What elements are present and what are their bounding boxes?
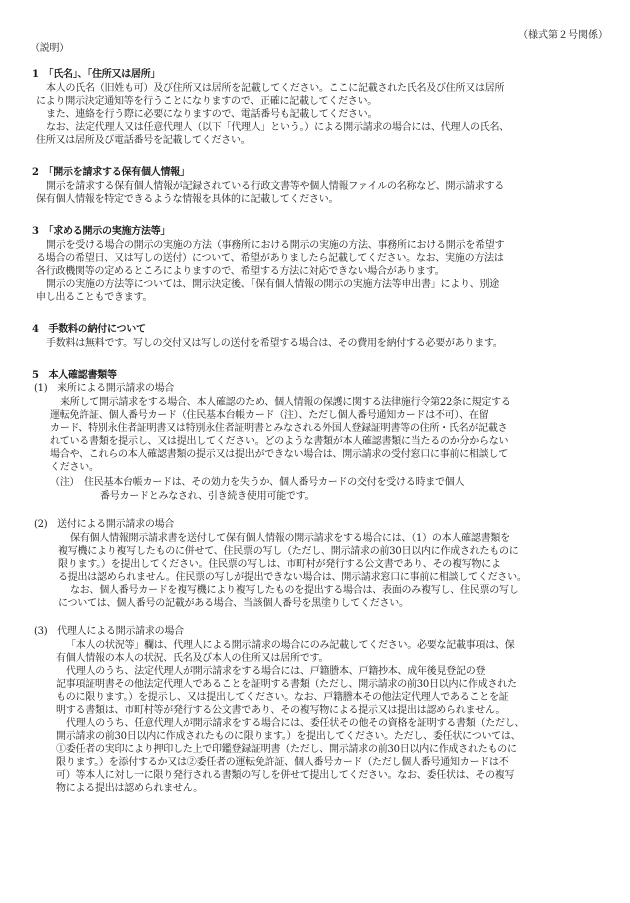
- form-number-label: （様式第２号関係）: [518, 30, 608, 41]
- section-1-heading: 1 「氏名」、「住所又は居所」: [32, 69, 161, 80]
- section-3-text: る場合の希望日、又は写しの送付）について、希望がありましたら記載してください。なお、実施の方法は: [36, 253, 504, 264]
- subsection-1-text: 来所して開示請求をする場合、本人確認のため、個人情報の保護に関する法律施行令第22条に規定する: [60, 397, 511, 408]
- subsection-3-text: 限ります。）を添付するか又は②委任者の運転免許証、個人番号カード（ただし個人番号通知カードは不: [56, 757, 509, 768]
- section-1-text: なお、法定代理人又は任意代理人（以下「代理人」という。）による開示請求の場合には、代理人の氏名、: [46, 122, 509, 133]
- subsection-3-text: 代理人のうち、任意代理人が開示請求をする場合には、委任状その他その資格を証明する書類（ただし、: [66, 718, 525, 729]
- subsection-3-text: 「本人の状況等」欄は、代理人による開示請求の場合にのみ記載してください。必要な記載事項は、保: [66, 640, 515, 651]
- subsection-1-note: （注） 住民基本台帳カードは、その効力を失うか、個人番号カードの交付を受ける時まで個人: [50, 477, 465, 488]
- subsection-1-text: ください。: [50, 462, 99, 473]
- section-2-heading: 2 「開示を請求する保有個人情報」: [32, 167, 190, 178]
- subsection-3-text: 代理人のうち、法定代理人が開示請求をする場合には、戸籍謄本、戸籍抄本、成年後見登記の登: [66, 666, 486, 677]
- subsection-3-text: 物による提出は認められません。: [56, 783, 203, 794]
- section-2-text: 開示を請求する保有個人情報が記録されている行政文書等や個人情報ファイルの名称など、開示請求する: [46, 181, 505, 192]
- subsection-3-text: 有個人情報の本人の状況、氏名及び本人の住所又は居所です。: [56, 653, 329, 664]
- section-4-text: 手数料は無料です。写しの交付又は写しの送付を希望する場合は、その費用を納付する必要があります。: [46, 338, 503, 349]
- subsection-1-text: れている書類を提示し、又は提出してください。どのような書類が本人確認書類に当たるのか分からない: [50, 436, 509, 447]
- section-1-text: 本人の氏名（旧姓も可）及び住所又は居所を記載してください。ここに記載された氏名及び住所又は居所: [46, 83, 505, 94]
- subsection-1-text: 運転免許証、個人番号カード（住民基本台帳カード（注）、ただし個人番号通知カードは不可）、在留: [50, 410, 489, 421]
- subsection-2-text: る提出は認められません。住民票の写しが提出できない場合は、開示請求窓口に事前に相談してください。: [58, 572, 527, 583]
- section-4-heading: 4 手数料の納付について: [32, 324, 146, 335]
- subsection-1-note: 番号カードとみなされ、引き続き使用可能です。: [100, 491, 315, 502]
- subsection-3-text: ①委任者の実印により押印した上で印鑑登録証明書（ただし、開示請求の前30日以内に作成されたものに: [56, 744, 517, 755]
- section-3-text: 開示を受ける場合の開示の実施の方法（事務所における開示の実施の方法、事務所における開示を希望す: [46, 240, 505, 251]
- subsection-1-text: 場合や、これらの本人確認書類の提示又は提出ができない場合は、開示請求の受付窓口に事前に相談して: [50, 449, 509, 460]
- section-3-text: 各行政機関等の定めるところによりますので、希望する方法に対応できない場合があります。: [36, 266, 445, 277]
- subsection-2-text: については、個人番号の記載がある場合、当該個人番号を黒塗りしてください。: [58, 598, 409, 609]
- section-5-heading: 5 本人確認書類等: [32, 370, 117, 381]
- subsection-2-text: 複写機により複写したものに併せて、住民票の写し（ただし、開示請求の前30日以内に作成されたものに: [58, 546, 519, 557]
- section-3-text: 開示の実施の方法等については、開示決定後、「保有個人情報の開示の実施方法等申出書」により、別途: [46, 279, 500, 290]
- section-1-text: により開示決定通知等を行うことになりますので、正確に記載してください。: [36, 96, 378, 107]
- subsection-3-text: 可）等本人に対し一に限り発行される書類の写しを併せて提出してください。なお、委任状は、その複写: [56, 770, 515, 781]
- subsection-1-heading: (1) 来所による開示請求の場合: [34, 383, 175, 394]
- section-1-text: 住所又は居所及び電話番号を記載してください。: [36, 135, 251, 146]
- subsection-2-heading: (2) 送付による開示請求の場合: [34, 519, 175, 530]
- subsection-1-text: カード、特別永住者証明書又は特別永住者証明書とみなされる外国人登録証明書等の住所・氏名が記載さ: [50, 423, 508, 434]
- subsection-3-text: 開示請求の前30日以内に作成されたものに限ります。）を提出してください。ただし、委任状については、: [56, 731, 521, 742]
- subsection-3-heading: (3) 代理人による開示請求の場合: [34, 626, 184, 637]
- subsection-3-text: 記事項証明書その他法定代理人であることを証明する書類（ただし、開示請求の前30日以内に作成された: [56, 679, 517, 690]
- subsection-3-text: ものに限ります。）を提示し、又は提出してください。なお、戸籍謄本その他法定代理人であることを証: [56, 692, 509, 703]
- subsection-2-text: 保有個人情報開示請求書を送付して保有個人情報の開示請求をする場合には、（1）の本人確認書類を: [70, 533, 510, 544]
- section-2-text: 保有個人情報を特定できるような情報を具体的に記載してください。: [36, 194, 339, 205]
- document-title: （説明）: [30, 43, 69, 54]
- subsection-3-text: 明する書類は、市町村等が発行する公文書であり、その複写物による提示又は提出は認められません。: [56, 705, 506, 716]
- section-3-text: 申し出ることもできます。: [36, 292, 153, 303]
- subsection-2-text: 限ります。）を提出してください。住民票の写しは、市町村が発行する公文書であり、その複写物によ: [58, 559, 501, 570]
- section-1-text: また、連絡を行う際に必要になりますので、電話番号も記載してください。: [46, 109, 378, 120]
- subsection-2-text: なお、個人番号カードを複写機により複写したものを提出する場合は、表面のみ複写し、住民票の写し: [70, 585, 519, 596]
- section-3-heading: 3 「求める開示の実施方法等」: [32, 226, 171, 237]
